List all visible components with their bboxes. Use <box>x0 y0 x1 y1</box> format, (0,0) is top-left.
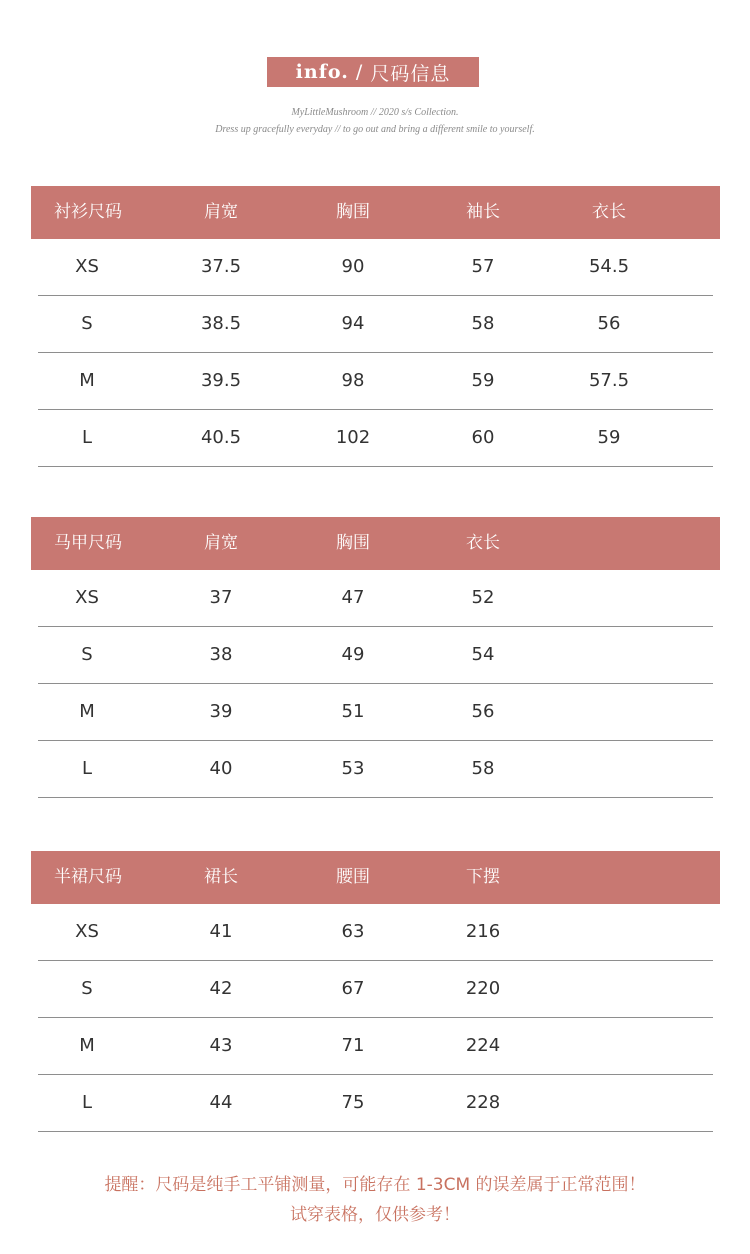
table-cell: 58 <box>471 758 495 779</box>
table-cell: L <box>81 758 93 779</box>
table-cell: 53 <box>341 758 365 779</box>
vest-size-table <box>31 517 720 798</box>
header-cell: 胸围 <box>336 202 370 222</box>
table-cell: 47 <box>341 587 365 608</box>
measurement-note-line2: 试穿表格，仅供参考！ <box>290 1205 460 1225</box>
table-cell: 40.5 <box>200 427 242 448</box>
table-row <box>38 627 713 684</box>
table-cell: 57.5 <box>588 370 630 391</box>
title-en: info. <box>295 61 349 83</box>
header-cell: 马甲尺码 <box>54 533 122 553</box>
table-cell: 38.5 <box>200 313 242 334</box>
table-row <box>38 741 713 798</box>
table-cell: 98 <box>341 370 365 391</box>
table-row <box>38 353 713 410</box>
header-cell: 肩宽 <box>204 202 238 222</box>
table-cell: 63 <box>341 921 365 942</box>
title-separator: / <box>348 61 371 83</box>
table-cell: M <box>79 370 95 391</box>
table-row <box>38 904 713 961</box>
table-cell: M <box>79 1035 95 1056</box>
page-title <box>267 57 479 87</box>
table-cell: 44 <box>209 1092 233 1113</box>
table-cell: 40 <box>209 758 233 779</box>
table-cell: 94 <box>341 313 365 334</box>
table-cell: 57 <box>471 256 495 277</box>
table-cell: 51 <box>341 701 365 722</box>
table-cell: 75 <box>341 1092 365 1113</box>
table-row <box>38 239 713 296</box>
header-cell: 半裙尺码 <box>54 867 122 887</box>
table-cell: L <box>81 1092 93 1113</box>
table-cell: 102 <box>335 427 371 448</box>
table-cell: XS <box>75 587 99 608</box>
table-header <box>31 186 720 239</box>
table-row <box>38 1018 713 1075</box>
table-row <box>38 296 713 353</box>
table-cell: M <box>79 701 95 722</box>
header-cell: 腰围 <box>336 867 370 887</box>
header-cell: 肩宽 <box>204 533 238 553</box>
table-cell: 37.5 <box>200 256 242 277</box>
shirt-size-table <box>31 186 720 467</box>
table-cell: 37 <box>209 587 233 608</box>
table-cell: L <box>81 427 93 448</box>
table-cell: 54 <box>471 644 495 665</box>
table-cell: 220 <box>465 978 501 999</box>
table-cell: 52 <box>471 587 495 608</box>
header-cell: 裙长 <box>204 867 238 887</box>
table-cell: 60 <box>471 427 495 448</box>
header-cell: 下摆 <box>466 867 500 887</box>
table-cell: 42 <box>209 978 233 999</box>
table-cell: 58 <box>471 313 495 334</box>
table-cell: 71 <box>341 1035 365 1056</box>
table-cell: S <box>81 313 93 334</box>
header-cell: 胸围 <box>336 533 370 553</box>
table-cell: 39 <box>209 701 233 722</box>
table-cell: 59 <box>471 370 495 391</box>
table-cell: 38 <box>209 644 233 665</box>
table-cell: 39.5 <box>200 370 242 391</box>
table-cell: S <box>81 644 93 665</box>
table-cell: 90 <box>341 256 365 277</box>
table-row <box>38 410 713 467</box>
measurement-note-line1: 提醒：尺码是纯手工平铺测量，可能存在 1-3CM 的误差属于正常范围！ <box>104 1175 646 1195</box>
table-row <box>38 570 713 627</box>
title-cn: 尺码信息 <box>370 62 451 85</box>
table-cell: 56 <box>597 313 621 334</box>
header-cell: 衣长 <box>592 202 626 222</box>
table-cell: 41 <box>209 921 233 942</box>
table-cell: 59 <box>597 427 621 448</box>
table-cell: XS <box>75 256 99 277</box>
subtitle-line2: Dress up gracefully everyday // to go out and bring a different smile to yourself. <box>215 124 535 135</box>
header-cell: 衣长 <box>466 533 500 553</box>
table-cell: XS <box>75 921 99 942</box>
table-cell: 216 <box>465 921 501 942</box>
table-row <box>38 1075 713 1132</box>
table-header <box>31 517 720 570</box>
table-cell: 224 <box>465 1035 501 1056</box>
table-cell: S <box>81 978 93 999</box>
table-cell: 67 <box>341 978 365 999</box>
subtitle-line1: MyLittleMushroom // 2020 s/s Collection. <box>291 107 459 118</box>
header-cell: 衬衫尺码 <box>54 202 122 222</box>
header-cell: 袖长 <box>466 202 500 222</box>
table-header <box>31 851 720 904</box>
table-row <box>38 961 713 1018</box>
table-cell: 43 <box>209 1035 233 1056</box>
table-cell: 228 <box>465 1092 501 1113</box>
table-row <box>38 684 713 741</box>
skirt-size-table <box>31 851 720 1132</box>
table-cell: 49 <box>341 644 365 665</box>
table-cell: 54.5 <box>588 256 630 277</box>
table-cell: 56 <box>471 701 495 722</box>
